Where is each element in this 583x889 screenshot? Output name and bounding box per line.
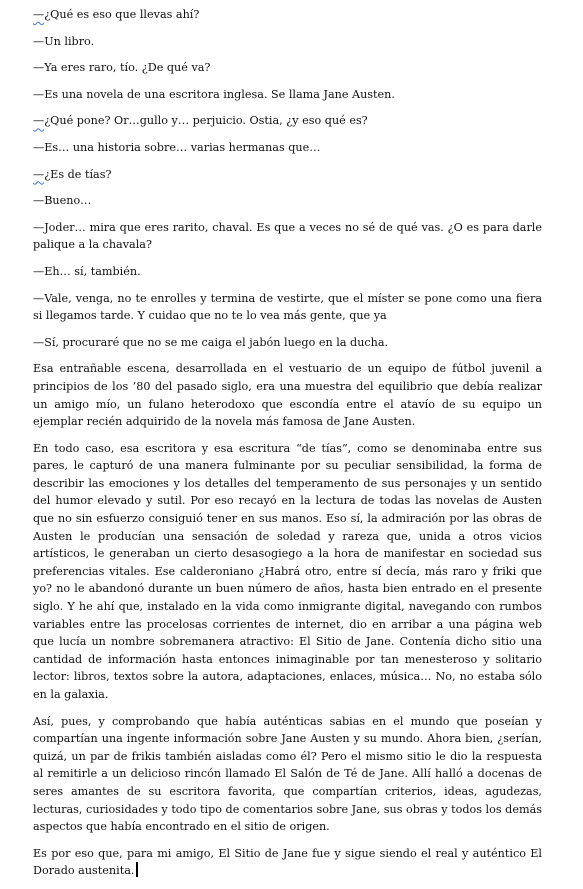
dialogue-text: —Vale, venga, no te enrolles y termina de vestirte, que el míster se pone como una fiera si llegamos tarde. Y cuidao que no te lo vea más gente, que ya — [33, 291, 542, 323]
dialogue-text: —Es una novela de una escritora inglesa. Se llama Jane Austen. — [33, 87, 395, 101]
dialogue-text: —Un libro. — [33, 34, 95, 48]
dialogue-line-8 — [33, 192, 542, 210]
dialogue-line-7 — [33, 166, 542, 184]
dialogue-text: ¿Es de tías? — [44, 167, 112, 181]
dialogue-line-9 — [33, 219, 542, 254]
body-paragraph-4 — [33, 845, 542, 880]
dialogue-text: —Bueno… — [33, 194, 92, 208]
paragraph-text: Es por eso que, para mi amigo, El Sitio de Jane fue y sigue siendo el real y auténtico El Dorado austenita. — [33, 846, 542, 878]
dialogue-line-2 — [33, 33, 542, 51]
dialogue-line-5 — [33, 112, 542, 130]
dialogue-line-6 — [33, 139, 542, 157]
dialogue-text: —Ya eres raro, tío. ¿De qué va? — [33, 61, 211, 75]
text-cursor — [136, 862, 138, 877]
spellcheck-flagged-dash: — — [33, 167, 45, 181]
dialogue-text: —Sí, procuraré que no se me caiga el jabón luego en la ducha. — [33, 335, 389, 349]
body-paragraph-2: En todo caso, esa escritora y esa escritura “de tías”, como se denominaba entre sus pares, le capturó de una manera fulminante por su peculiar sensibilidad, la forma de describir las emociones y los detalles del temperamento de sus personajes y un sentido del humor elevado y sutil. Por eso recayó en la lectura de todas las novelas de Austen que no sin esfuerzo consiguió tener en sus manos. Eso sí, la admiración por las obras de Austen le producían una sensación de soledad y rareza que, unida a otros vicios artísticos, le generaban un cierto desasogiego a la hora de manifestar en sociedad sus preferencias vitales. Ese calderoniano ¿Habrá otro, entre sí decía, más raro y friki que yo? no le abandonó durante un buen número de años, hasta bien entrado en el presente siglo. Y he ahí que, instalado en la vida como inmigrante digital, navegando con rumbos variables entre las procelosas corrientes de internet, dio en arribar a una página web que lucía un nombre sobremanera atractivo: El Sitio de Jane. Contenía dicho sitio una cantidad de información hasta entonces inimaginable por tan menesteroso y solitario lector: libros, textos sobre la autora, adaptaciones, enlaces, música… No, no estaba sólo en la galaxia. — [33, 441, 542, 701]
dialogue-line-12 — [33, 334, 542, 352]
dialogue-line-1 — [33, 6, 542, 24]
dialogue-text: —Es… una historia sobre… varias hermanas que… — [33, 140, 321, 154]
dialogue-line-10 — [33, 263, 542, 281]
dialogue-line-3 — [33, 59, 542, 77]
dialogue-text: ¿Qué es eso que llevas ahí? — [44, 8, 200, 21]
document-page[interactable] — [33, 6, 542, 889]
spellcheck-flagged-dash: — — [33, 8, 45, 21]
spellcheck-flagged-dash: — — [33, 114, 45, 128]
body-paragraph-1: Esa entrañable escena, desarrollada en el vestuario de un equipo de fútbol juvenil a principios de los ’80 del pasado siglo, era una muestra del equilibrio que debía realizar un amigo mío, un fulano heterodoxo que escondía entre el atavío de su equipo un ejemplar recién adquirido de la novela más famosa de Jane Austen. — [33, 362, 542, 429]
dialogue-text: —Joder… mira que eres rarito, chaval. Es que a veces no sé de qué vas. ¿O es para darle palique a la chavala? — [33, 220, 542, 252]
dialogue-line-4 — [33, 86, 542, 104]
dialogue-text: ¿Qué pone? Or…gullo y… perjuicio. Ostia, ¿y eso qué es? — [44, 114, 368, 128]
body-paragraph-3: Así, pues, y comprobando que había auténticas sabias en el mundo que poseían y compartían una ingente información sobre Jane Austen y su mundo. Ahora bien, ¿serían, quizá, un par de frikis también aisladas como él? Pero el mismo sitio le dio la respuesta al remitirle a un delicioso rincón llamado El Salón de Té de Jane. Allí halló a docenas de seres amantes de su escritora favorita, que compartían criterios, ideas, agudezas, lecturas, curiosidades y todo tipo de comentarios sobre Jane, sus obras y todos los demás aspectos que había encontrado en el sitio de origen. — [33, 714, 542, 834]
dialogue-text: —Eh… sí, también. — [33, 264, 141, 278]
dialogue-line-11 — [33, 290, 542, 325]
